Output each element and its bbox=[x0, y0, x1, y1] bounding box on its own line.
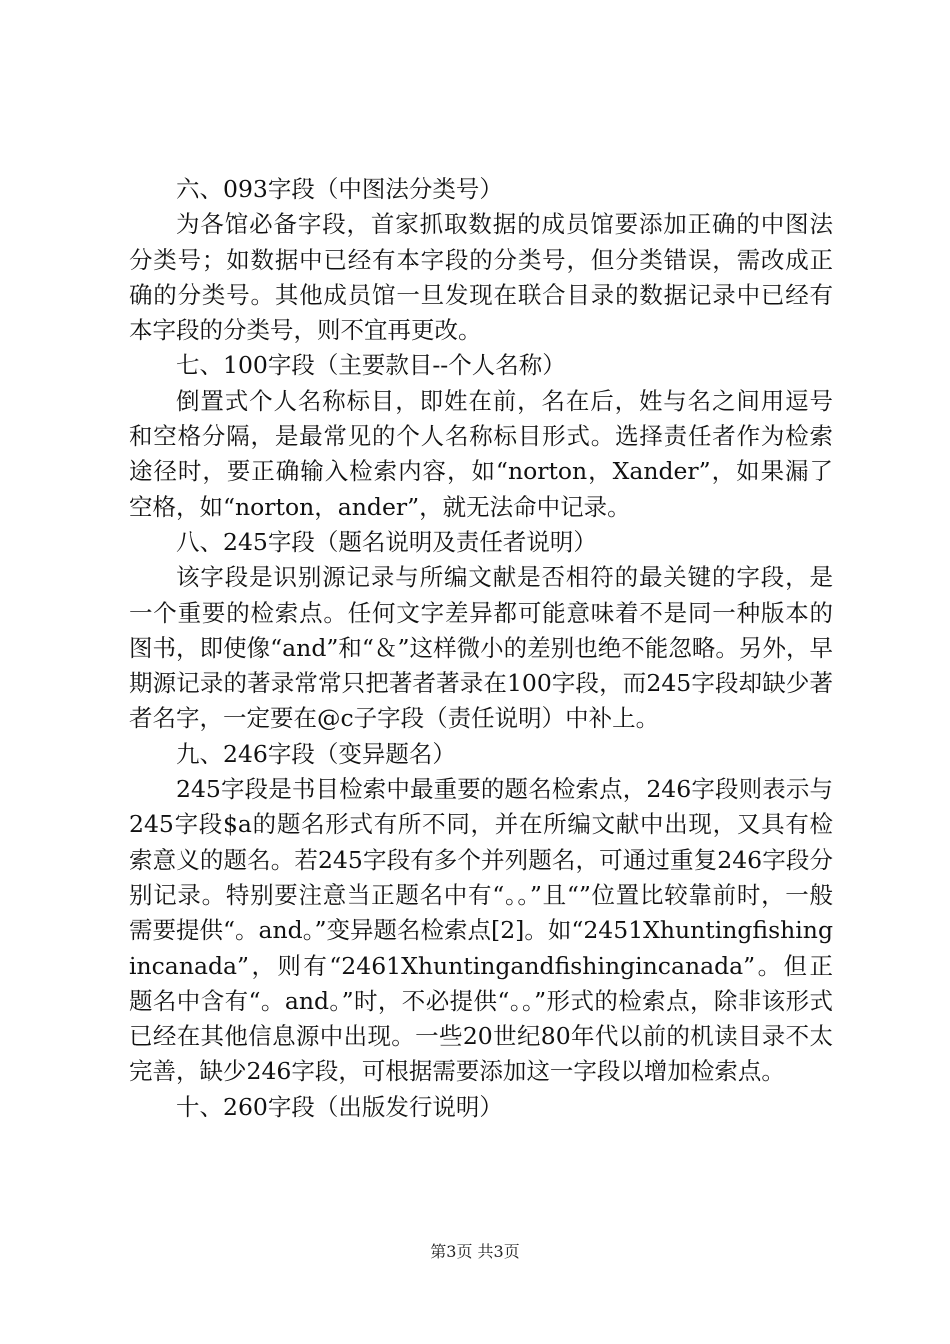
section-body-246: 245字段是书目检索中最重要的题名检索点，246字段则表示与245字段$a的题名形式有所不同，并在所编文献中出现，又具有检索意义的题名。若245字段有多个并列题名，可通过重复246字段分别记录。特别要注意当正题名中有“。。”且“”位置比较靠前时，一般需要提供“。and。”变异题名检索点[2]。如“2451Xhuntingfishingincanada”，则有“2461Xhuntingandfishingincanada”。但正题名中含有“。and。”时，不必提供“。。”形式的检索点，除非该形式已经在其他信息源中出现。一些20世纪80年代以前的机读目录不太完善，缺少246字段，可根据需要添加这一字段以增加检索点。 bbox=[129, 775, 833, 1086]
section-heading-100: 七、100字段（主要款目--个人名称） bbox=[176, 351, 566, 380]
section-body-093: 为各馆必备字段，首家抓取数据的成员馆要添加正确的中图法分类号；如数据中已经有本字段的分类号，但分类错误，需改成正确的分类号。其他成员馆一旦发现在联合目录的数据记录中已经有本字段的分类号，则不宜再更改。 bbox=[129, 210, 833, 345]
section-heading-246: 九、246字段（变异题名） bbox=[176, 739, 456, 768]
document-body bbox=[129, 172, 833, 1125]
section-heading-093: 六、093字段（中图法分类号） bbox=[176, 175, 503, 203]
section-body-245: 该字段是识别源记录与所编文献是否相符的最关键的字段，是一个重要的检索点。任何文字差异都可能意味着不是同一种版本的图书，即使像“and”和“＆”这样微小的差别也绝不能忽略。另外，早期源记录的著录常常只把著者著录在100字段，而245字段却缺少著者名字，一定要在@c子字段（责任说明）中补上。 bbox=[129, 563, 833, 733]
section-heading-260: 十、260字段（出版发行说明） bbox=[176, 1092, 503, 1121]
page-footer: 第3页 共3页 bbox=[430, 1242, 520, 1261]
section-heading-245: 八、245字段（题名说明及责任者说明） bbox=[176, 527, 597, 556]
section-body-100: 倒置式个人名称标目，即姓在前，名在后，姓与名之间用逗号和空格分隔，是最常见的个人名称标目形式。选择责任者作为检索途径时，要正确输入检索内容，如“norton，Xander”，如果漏了空格，如“norton，ander”，就无法命中记录。 bbox=[129, 386, 833, 521]
